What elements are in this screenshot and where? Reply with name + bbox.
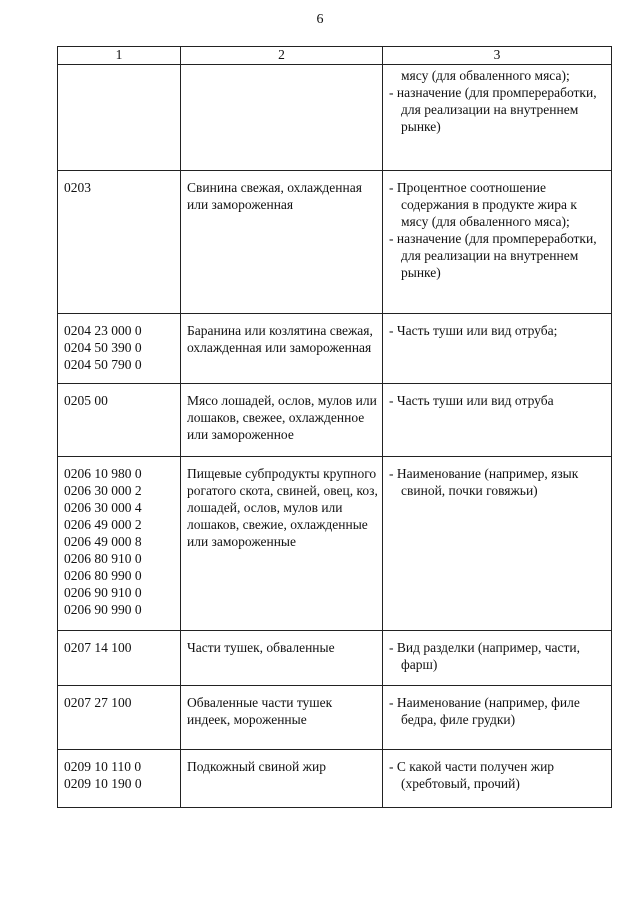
attribute-line: - Наименование (например, филе бедра, филе грудки): [389, 695, 580, 727]
name-cell: [181, 65, 383, 171]
code-value: 0204 50 790 0: [64, 357, 142, 372]
attributes-cell: [383, 686, 612, 750]
table-row: [58, 686, 612, 750]
page-number: 6: [316, 12, 324, 27]
attribute-line: - назначение (для промпереработки, для реализации на внутреннем рынке): [389, 231, 597, 280]
code-value: 0205 00: [64, 393, 108, 408]
table-row: [58, 750, 612, 808]
code-value: 0206 90 990 0: [64, 602, 142, 617]
table-row: [58, 457, 612, 631]
attribute-line: - назначение (для промпереработки, для реализации на внутреннем рынке): [389, 85, 597, 134]
attributes-cell: [383, 384, 612, 457]
code-cell: [58, 384, 181, 457]
code-cell: [58, 171, 181, 314]
attributes-cell: [383, 750, 612, 808]
table-row: [58, 384, 612, 457]
header-col-1: 1: [58, 47, 181, 65]
table-row: [58, 631, 612, 686]
attribute-line: - Часть туши или вид отруба: [389, 393, 554, 408]
attributes-cell: [383, 171, 612, 314]
code-value: 0207 14 100: [64, 640, 132, 655]
header-col-3: 3: [383, 47, 612, 65]
code-value: 0206 49 000 2: [64, 517, 142, 532]
code-value: 0206 80 990 0: [64, 568, 142, 583]
name-cell: Подкожный свиной жир: [181, 750, 383, 808]
header-col-2: 2: [181, 47, 383, 65]
code-value: 0209 10 110 0: [64, 759, 142, 774]
code-cell: [58, 314, 181, 384]
name-cell: Пищевые субпродукты крупного рогатого скота, свиней, овец, коз, лошадей, ослов, мулов или лошаков, свежие, охлажденные или замороженные: [181, 457, 383, 631]
code-value: 0206 49 000 8: [64, 534, 142, 549]
header-row: [58, 47, 612, 65]
table-row: [58, 171, 612, 314]
code-value: 0203: [64, 180, 91, 195]
name-cell: Свинина свежая, охлажденная или замороженная: [181, 171, 383, 314]
code-value: 0206 80 910 0: [64, 551, 142, 566]
name-cell: Обваленные части тушек индеек, мороженные: [181, 686, 383, 750]
code-value: 0209 10 190 0: [64, 776, 142, 791]
code-value: 0206 30 000 2: [64, 483, 142, 498]
code-cell: [58, 750, 181, 808]
attribute-line: - Процентное соотношение содержания в продукте жира к мясу (для обваленного мяса);: [389, 180, 577, 229]
attribute-line: мясу (для обваленного мяса);: [401, 68, 570, 83]
code-value: 0206 10 980 0: [64, 466, 142, 481]
table-row: [58, 314, 612, 384]
attribute-line: - Вид разделки (например, части, фарш): [389, 640, 580, 672]
code-value: 0207 27 100: [64, 695, 132, 710]
attributes-cell: [383, 457, 612, 631]
code-value: 0204 23 000 0: [64, 323, 142, 338]
attribute-line: - Часть туши или вид отруба;: [389, 323, 558, 338]
code-cell: [58, 65, 181, 171]
attributes-cell: [383, 314, 612, 384]
code-value: 0206 90 910 0: [64, 585, 142, 600]
code-cell: [58, 686, 181, 750]
code-cell: [58, 631, 181, 686]
code-value: 0204 50 390 0: [64, 340, 142, 355]
code-cell: [58, 457, 181, 631]
attributes-cell: [383, 631, 612, 686]
attribute-line: - С какой части получен жир (хребтовый, прочий): [389, 759, 555, 791]
name-cell: Части тушек, обваленные: [181, 631, 383, 686]
attributes-cell: [383, 65, 612, 171]
name-cell: Баранина или козлятина свежая, охлажденная или замороженная: [181, 314, 383, 384]
table-row: [58, 65, 612, 171]
attribute-line: - Наименование (например, язык свиной, почки говяжьи): [389, 466, 579, 498]
name-cell: Мясо лошадей, ослов, мулов или лошаков, свежее, охлажденное или замороженное: [181, 384, 383, 457]
product-table: [57, 46, 612, 808]
code-value: 0206 30 000 4: [64, 500, 142, 515]
